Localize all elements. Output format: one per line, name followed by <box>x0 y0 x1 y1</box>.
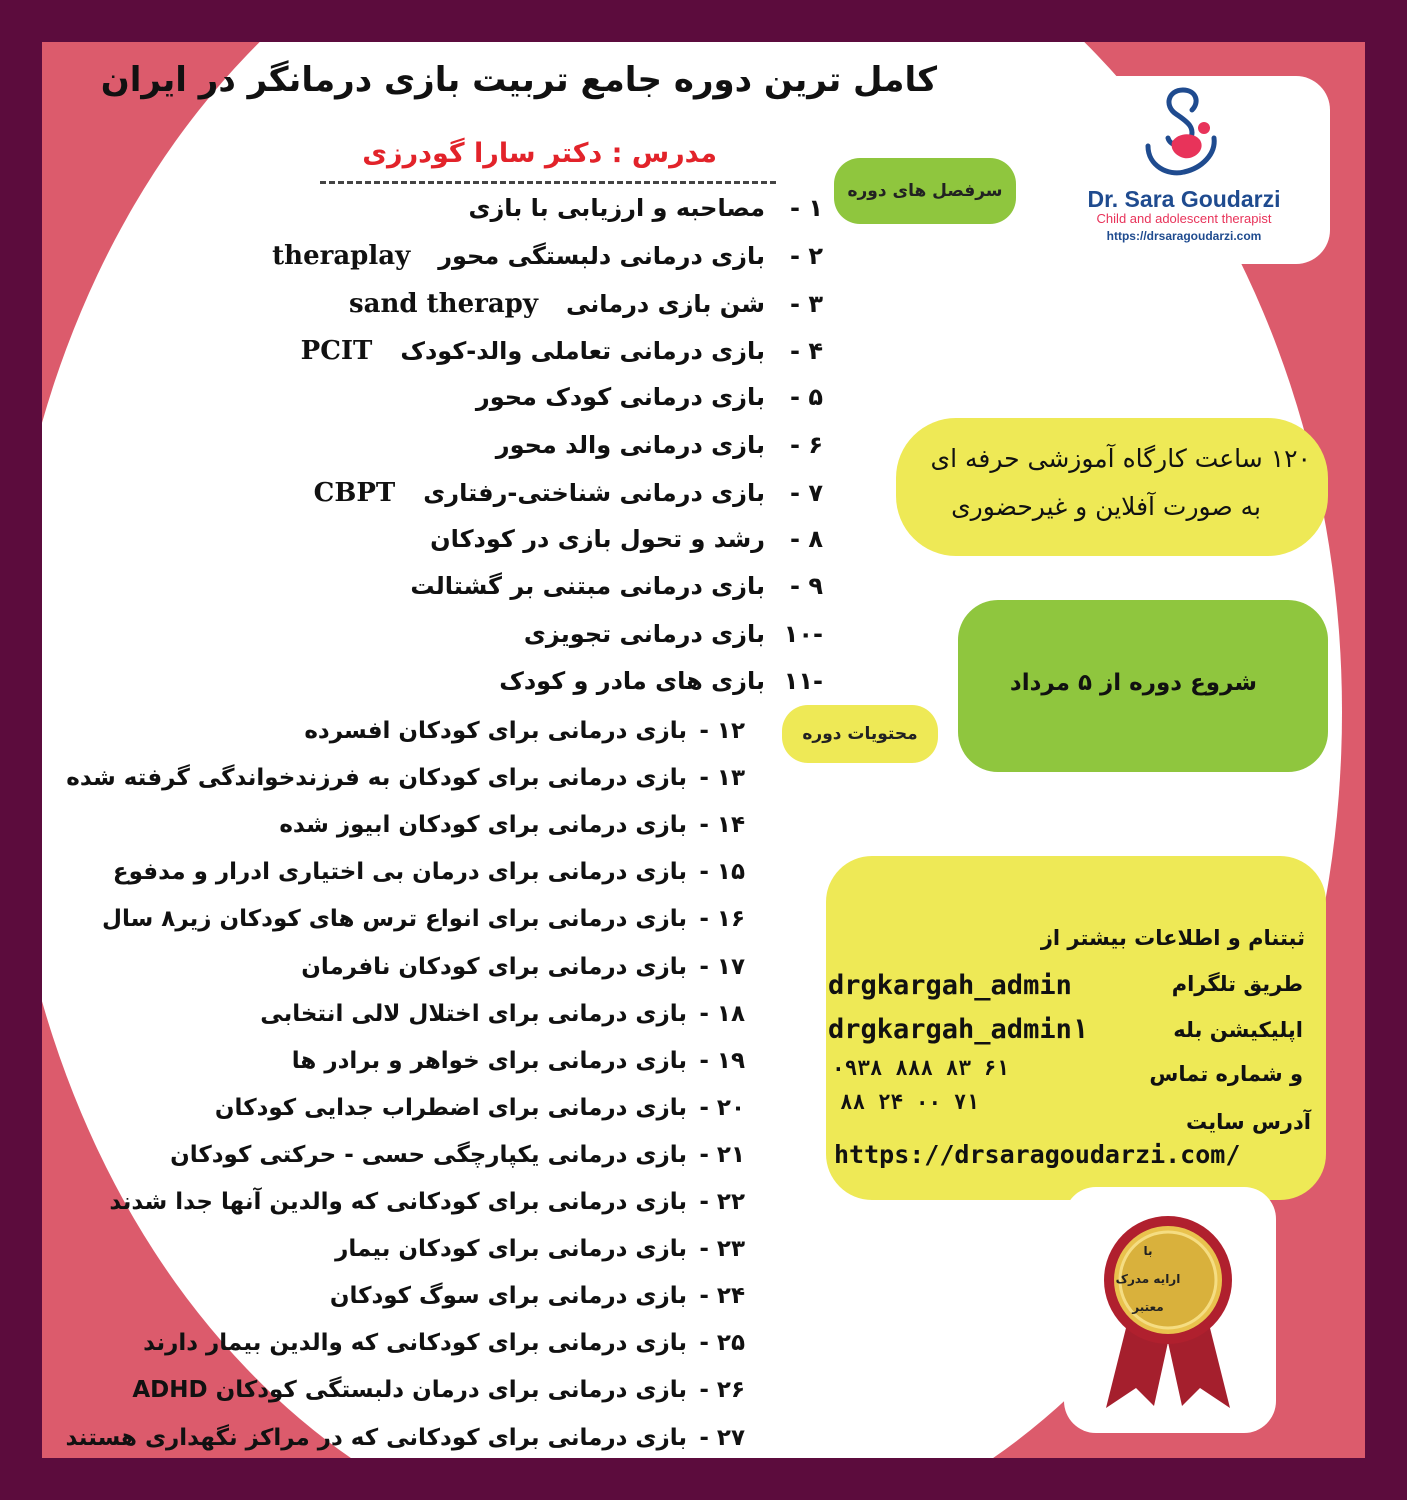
content-item <box>301 954 745 980</box>
content-text: بازی درمانی برای کودکانی که والدین آنها جدا شدند <box>109 1189 687 1215</box>
hours-box <box>896 418 1328 556</box>
content-item <box>102 906 745 932</box>
heading-item <box>499 667 823 695</box>
heading-item <box>314 478 823 508</box>
content-item <box>292 1048 745 1074</box>
content-item <box>66 765 745 791</box>
telegram-id[interactable]: drgkargah_admin <box>828 970 1072 1001</box>
heading-text: شن بازی درمانی <box>565 289 765 318</box>
content-text: بازی درمانی برای اختلال لالی انتخابی <box>260 1000 687 1027</box>
logo-subtitle: Child and adolescent therapist <box>1096 211 1272 226</box>
content-item <box>132 1377 745 1403</box>
bale-label: اپلیکیشن بله <box>1173 1018 1303 1042</box>
content-text: بازی درمانی برای کودکان به فرزندخواندگی گرفته شده <box>66 765 687 792</box>
content-item <box>335 1236 745 1262</box>
content-text: بازی درمانی برای کودکانی که در مراکز نگهداری هستند <box>65 1424 687 1451</box>
content-item <box>215 1095 745 1121</box>
content-number: ۲۰ - <box>699 1094 745 1121</box>
bale-id[interactable]: drgkargah_admin۱ <box>828 1014 1089 1045</box>
heading-english-term: PCIT <box>300 335 373 366</box>
heading-text: بازی درمانی والد محور <box>495 430 765 459</box>
telegram-label: طریق تلگرام <box>1171 972 1303 996</box>
content-text: بازی درمانی برای کودکان نافرمان <box>301 953 687 980</box>
content-item <box>330 1283 745 1309</box>
content-item <box>279 812 745 838</box>
heading-item <box>476 383 823 411</box>
content-number: ۱۶ - <box>699 906 745 933</box>
page-title: کامل ترین دوره جامع تربیت بازی درمانگر در ایران <box>100 60 937 100</box>
heading-item <box>496 431 823 459</box>
heading-text: بازی درمانی شناختی-رفتاری <box>423 478 765 507</box>
heading-number: ۶ - <box>790 430 823 459</box>
heading-number: ۴ - <box>790 336 823 365</box>
heading-number: ۸ - <box>790 525 823 554</box>
content-number: ۲۶ - <box>699 1377 745 1404</box>
contents-label: محتویات دوره <box>782 705 938 763</box>
site-label: آدرس سایت <box>1185 1110 1311 1134</box>
heading-text: بازی های مادر و کودک <box>499 667 765 695</box>
heading-item <box>272 241 823 271</box>
badge-line-3: معتبر <box>1132 1300 1164 1314</box>
phone-label: و شماره تماس <box>1149 1062 1303 1086</box>
heading-number: ۲ - <box>790 242 823 271</box>
content-item <box>66 1425 745 1451</box>
heading-text: رشد و تحول بازی در کودکان <box>430 525 765 554</box>
content-text: بازی درمانی برای کودکانی که والدین بیمار دارند <box>143 1330 687 1357</box>
content-item <box>109 1189 745 1215</box>
instructor-line: مدرس : دکتر سارا گودرزی <box>362 138 717 169</box>
heading-item <box>349 289 823 319</box>
heading-english-term: CBPT <box>313 477 396 508</box>
logo-mark-icon <box>1138 84 1228 179</box>
phone-number-2[interactable]: ۸۸ ۲۴ ۰۰ ۷۱ <box>840 1090 980 1114</box>
content-item <box>260 1001 745 1027</box>
heading-number: ۵ - <box>790 383 823 412</box>
hours-line-2: به صورت آفلاین و غیرحضوری <box>951 492 1261 521</box>
heading-english-term: sand therapy <box>349 288 538 319</box>
content-text: بازی درمانی برای کودکان ابیوز شده <box>279 812 687 839</box>
headings-label: سرفصل های دوره <box>834 158 1016 224</box>
heading-item <box>468 194 823 222</box>
content-number: ۱۳ - <box>699 765 745 792</box>
heading-text: بازی درمانی کودک محور <box>475 383 765 412</box>
content-item <box>113 859 745 885</box>
heading-text: بازی درمانی مبتنی بر گشتالت <box>410 572 765 601</box>
phone-number-1[interactable]: ۰۹۳۸ ۸۸۸ ۸۳ ۶۱ <box>832 1056 1010 1080</box>
heading-text: بازی درمانی دلبستگی محور <box>438 242 765 271</box>
logo-url[interactable]: https://drsaragoudarzi.com <box>1106 229 1262 243</box>
content-text: بازی درمانی برای سوگ کودکان <box>329 1283 687 1310</box>
heading-number: -۱۰ <box>783 619 823 648</box>
content-number: ۲۴ - <box>699 1283 745 1310</box>
content-number: ۲۳ - <box>699 1236 745 1263</box>
heading-item <box>524 620 823 648</box>
heading-item <box>410 572 823 600</box>
heading-text: مصاحبه و ارزیابی با بازی <box>468 194 765 222</box>
registration-heading: ثبتنام و اطلاعات بیشتر از <box>1040 926 1305 950</box>
content-number: ۱۴ - <box>699 812 745 839</box>
heading-number: ۷ - <box>790 478 823 507</box>
content-number: ۱۵ - <box>699 859 745 886</box>
content-item <box>170 1142 745 1168</box>
content-number: ۲۱ - <box>699 1141 745 1168</box>
content-number: ۱۷ - <box>699 953 745 980</box>
badge-line-2: ارایه مدرک <box>1115 1272 1181 1286</box>
badge-line-1: با <box>1143 1244 1153 1258</box>
content-item <box>304 718 745 744</box>
heading-english-term: theraplay <box>272 241 411 272</box>
content-number: ۱۸ - <box>699 1000 745 1027</box>
heading-number: ۱ - <box>790 194 823 222</box>
heading-text: بازی درمانی تعاملی والد-کودک <box>400 336 765 365</box>
content-text: بازی درمانی برای خواهر و برادر ها <box>291 1047 687 1074</box>
content-text: بازی درمانی برای درمان دلبستگی کودکان ADHD <box>132 1377 687 1404</box>
content-text: بازی درمانی برای کودکان افسرده <box>304 718 687 744</box>
content-number: ۱۲ - <box>699 718 745 744</box>
logo-name: Dr. Sara Goudarzi <box>1087 186 1281 212</box>
content-text: بازی درمانی برای درمان بی اختیاری ادرار و مدفوع <box>112 859 687 886</box>
content-number: ۱۹ - <box>699 1047 745 1074</box>
heading-number: ۳ - <box>790 289 823 318</box>
hours-line-1: ۱۲۰ ساعت کارگاه آموزشی حرفه ای <box>930 444 1311 473</box>
content-item <box>143 1330 745 1356</box>
start-date: شروع دوره از ۵ مرداد <box>1009 670 1257 696</box>
content-text: بازی درمانی برای اضطراب جدایی کودکان <box>214 1094 687 1121</box>
heading-item <box>430 525 823 553</box>
heading-item <box>301 336 823 366</box>
content-number: ۲۷ - <box>699 1424 745 1451</box>
content-number: ۲۵ - <box>699 1330 745 1357</box>
content-text: بازی درمانی یکپارچگی حسی - حرکتی کودکان <box>170 1141 687 1168</box>
content-number: ۲۲ - <box>699 1189 745 1215</box>
content-text: بازی درمانی برای انواع ترس های کودکان زیر۸ سال <box>102 906 687 933</box>
heading-text: بازی درمانی تجویزی <box>523 619 765 648</box>
heading-number: -۱۱ <box>783 667 823 695</box>
content-text: بازی درمانی برای کودکان بیمار <box>335 1236 687 1263</box>
heading-number: ۹ - <box>790 572 823 601</box>
site-url[interactable]: https://drsaragoudarzi.com/ <box>834 1140 1241 1169</box>
dashed-divider <box>320 181 776 184</box>
